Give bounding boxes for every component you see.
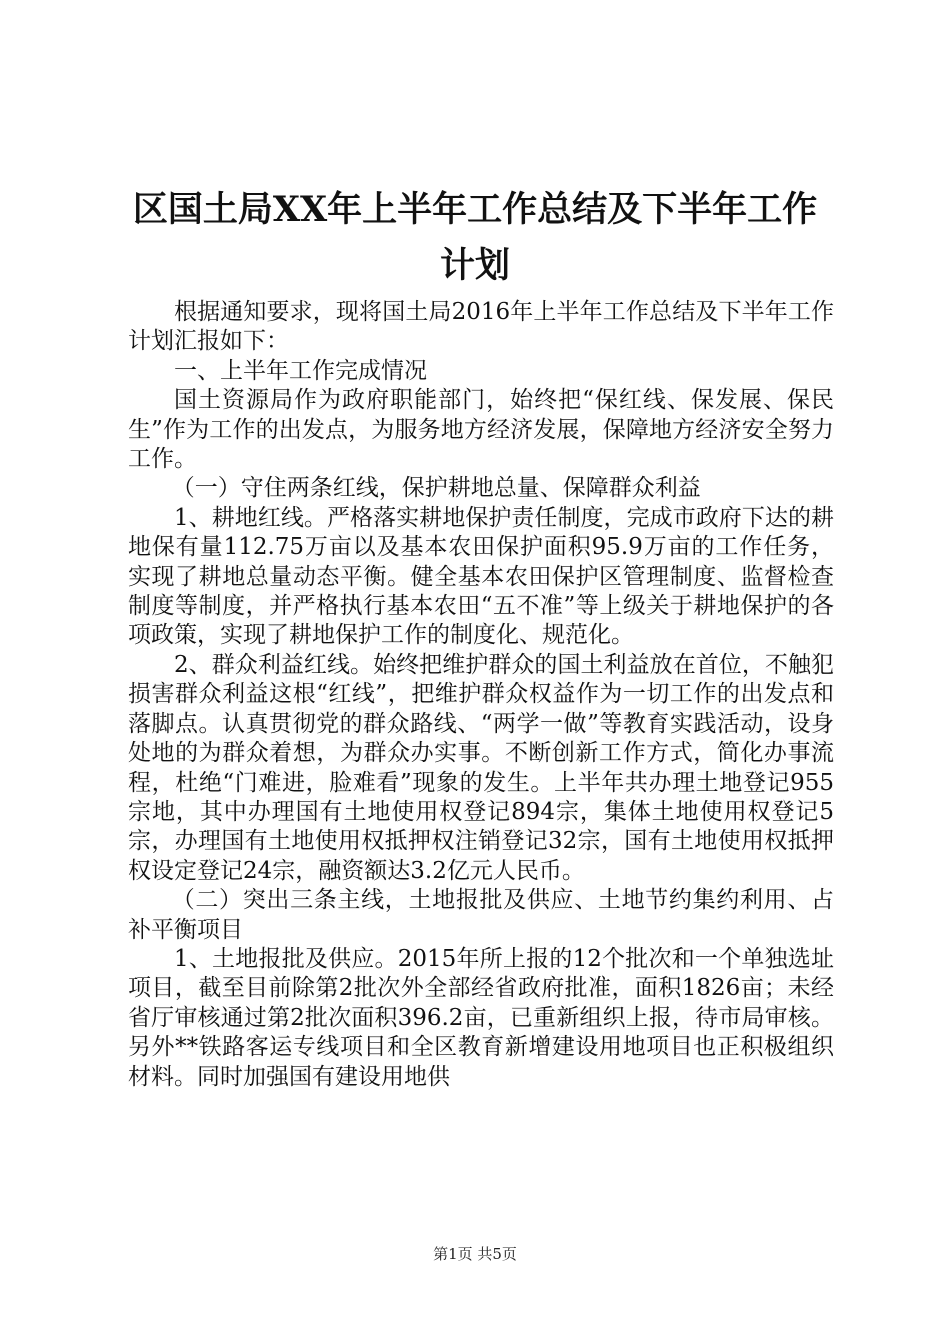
subsection-heading-1: （一）守住两条红线，保护耕地总量、保障群众利益 xyxy=(171,475,701,502)
section-heading-1: 一、上半年工作完成情况 xyxy=(174,357,427,384)
page-footer: 第1页 共5页 xyxy=(433,1245,517,1263)
paragraph-intro: 根据通知要求，现将国土局2016年上半年工作总结及下半年工作计划汇报如下： xyxy=(128,299,834,355)
subsection-heading-2: （二）突出三条主线，土地报批及供应、土地节约集约利用、占补平衡项目 xyxy=(128,887,834,943)
paragraph-public-interest-redline: 2、群众利益红线。始终把维护群众的国土利益放在首位，不触犯损害群众利益这根“红线”，把维护群众权益作为一切工作的出发点和落脚点。认真贯彻党的群众路线、“两学一做”等教育实践活动，设身处地的为群众着想，为群众办实事。不断创新工作方式，简化办事流程，杜绝“门难进，脸难看”现象的发生。上半年共办理土地登记955宗地，其中办理国有土地使用权登记894宗，集体土地使用权登记5宗，办理国有土地使用权抵押权注销登记32宗，国有土地使用权抵押权设定登记24宗，融资额达3.2亿元人民币。 xyxy=(128,651,834,884)
paragraph-overview: 国土资源局作为政府职能部门，始终把“保红线、保发展、保民生”作为工作的出发点，为服务地方经济发展，保障地方经济安全努力工作。 xyxy=(128,387,834,473)
paragraph-land-approval: 1、土地报批及供应。2015年所上报的12个批次和一个单独选址项目，截至目前除第2批次外全部经省政府批准，面积1826亩；未经省厅审核通过第2批次面积396.2亩，已重新组织上报，待市局审核。另外**铁路客运专线项目和全区教育新增建设用地项目也正积极组织材料。同时加强国有建设用地供 xyxy=(128,945,834,1090)
document-title: 区国土局XX年上半年工作总结及下半年工作计划 xyxy=(132,189,818,286)
document-body xyxy=(128,298,834,1092)
paragraph-farmland-redline: 1、耕地红线。严格落实耕地保护责任制度，完成市政府下达的耕地保有量112.75万亩以及基本农田保护面积95.9万亩的工作任务，实现了耕地总量动态平衡。健全基本农田保护区管理制度、监督检查制度等制度，并严格执行基本农田“五不准”等上级关于耕地保护的各项政策，实现了耕地保护工作的制度化、规范化。 xyxy=(128,504,834,649)
